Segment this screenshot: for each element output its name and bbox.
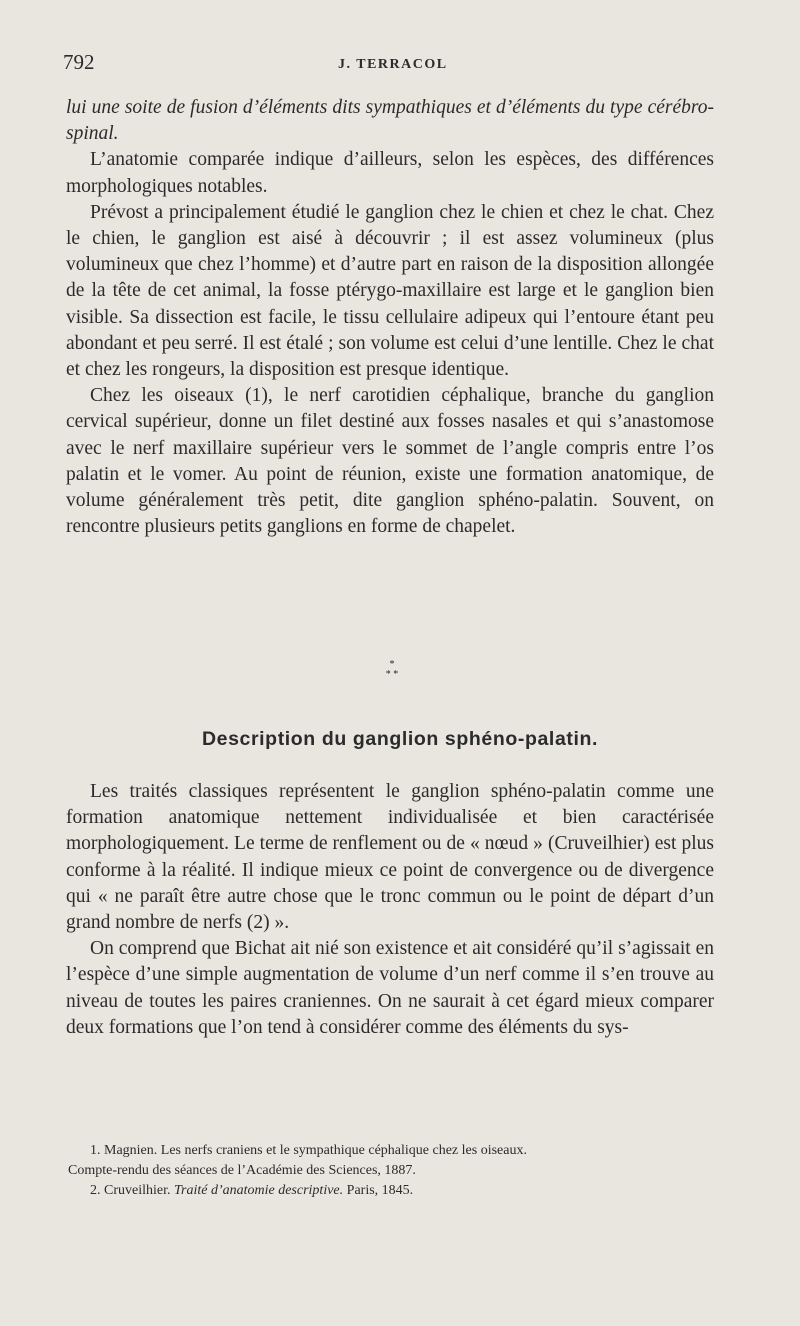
page-number: 792 — [63, 50, 95, 74]
paragraph-classic-treatises: Les traités classiques représentent le ganglion sphéno-palatin comme une formation anatomique nettement individualisée et bien caractérisée morphologiquement. Le terme de renflement ou de « nœud » (Cruveilhier) est plus conforme à la réalité. Il indique mieux ce point de convergence ou de divergence qui « ne paraît être autre chose que le tronc commun ou le point de départ d’un grand nombre de nerfs (2) ». — [66, 781, 714, 934]
footnote-1-line-2: Compte-rendu des séances de l’Académie des Sciences, 1887. — [68, 1163, 416, 1178]
section-title: Description du ganglion sphéno-palatin. — [201, 728, 599, 750]
asterism-bottom: * * — [385, 669, 399, 680]
footnote-2-author: 2. Cruveilhier. — [90, 1183, 174, 1198]
asterism-top: * — [389, 659, 395, 670]
asterism-ornament — [372, 660, 412, 680]
footnotes — [68, 1141, 718, 1201]
footnote-2-place: Paris, 1845. — [343, 1183, 414, 1198]
body-text — [66, 95, 714, 540]
footnote-1-line-1: 1. Magnien. Les nerfs craniens et le sympathique céphalique chez les oiseaux. — [90, 1143, 527, 1158]
paragraph-bichat: On comprend que Bichat ait nié son existence et ait considéré qu’il s’agissait en l’espèce d’une simple augmentation de volume d’un nerf comme il s’en trouve au niveau de toutes les paires craniennes. On ne saurait à cet égard mieux comparer deux formations que l’on tend à considérer comme des éléments du sys- — [66, 938, 714, 1038]
footnote-2-title: Traité d’anatomie descriptive. — [174, 1183, 344, 1198]
paragraph-prevost: Prévost a principalement étudié le ganglion chez le chien et chez le chat. Chez le chien, le ganglion est aisé à découvrir ; il est assez volumineux (plus volumineux que chez l’homme) et d’autre part en raison de la disposition allongée de la tête de cet animal, la fosse ptérygo-maxillaire est large et le ganglion bien visible. Sa dissection est facile, le tissu cellulaire adipeux qui l’entoure étant peu abondant et peu serré. Il est étalé ; son volume est celui d’une lentille. Chez le chat et chez les rongeurs, la disposition est presque identique. — [66, 201, 714, 381]
section-text — [66, 779, 714, 1041]
footnote-2 — [68, 1181, 718, 1201]
paragraph-birds: Chez les oiseaux (1), le nerf carotidien céphalique, branche du ganglion cervical supérieur, donne un filet destiné aux fosses nasales et qui s’anastomose avec le nerf maxillaire supérieur vers le sommet de l’angle compris entre l’os palatin et le vomer. Au point de réunion, existe une formation anatomique, de volume généralement très petit, dite ganglion sphéno-palatin. Souvent, on rencontre plusieurs petits ganglions en forme de chapelet. — [66, 385, 714, 538]
running-head: J. TERRACOL — [338, 57, 448, 72]
paragraph-continuation: lui une soite de fusion d’éléments dits sympathiques et d’éléments du type cérébro-spinal. — [66, 97, 714, 145]
paragraph-comparative-anatomy: L’anatomie comparée indique d’ailleurs, selon les espèces, des différences morphologiques notables. — [66, 149, 714, 197]
